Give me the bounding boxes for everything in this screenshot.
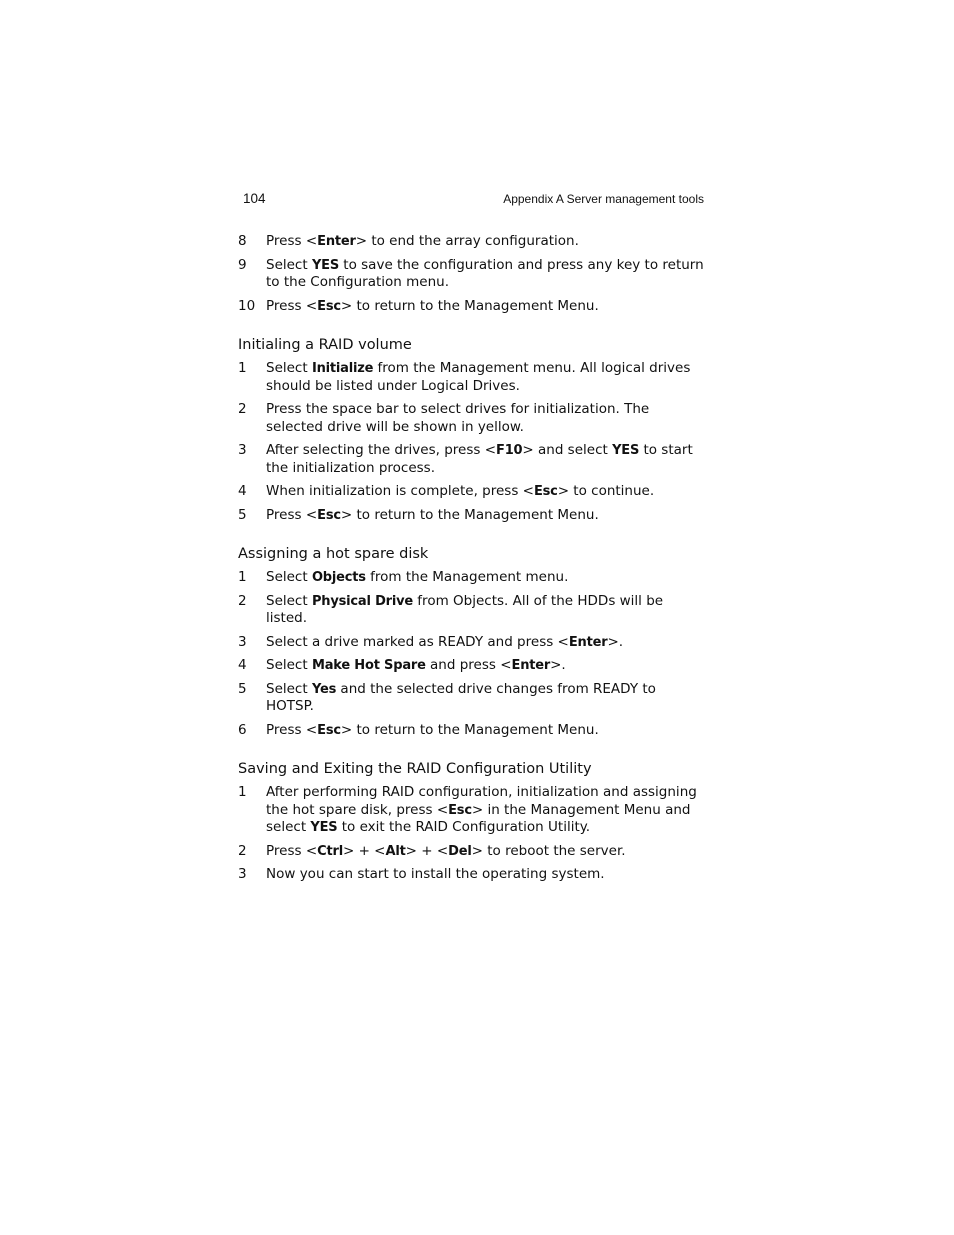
ui-keyword: F10: [496, 443, 523, 458]
step-text-run: > to return to the Management Menu.: [340, 506, 599, 523]
step-text-run: Select: [266, 569, 312, 585]
step-text: [266, 843, 708, 861]
list-item: [238, 722, 708, 740]
step-text-run: > to reboot the server.: [471, 842, 626, 859]
ui-keyword: Ctrl: [317, 843, 343, 859]
ui-keyword: Esc: [317, 507, 341, 523]
ui-keyword: Yes: [311, 681, 337, 697]
step-text-run: from the Management menu. All logical drives should be listed under Logical Drives.: [266, 360, 691, 394]
step-text: [266, 569, 708, 587]
step-text-run: > to return to the Management Menu.: [340, 721, 599, 738]
ui-keyword: YES: [311, 257, 340, 273]
ui-keyword: YES: [310, 820, 338, 835]
ui-keyword: Esc: [317, 298, 341, 314]
step-text-run: > to continue.: [557, 483, 655, 499]
step-text: [266, 442, 708, 477]
step-text-run: Select: [266, 657, 312, 673]
step-text-run: Select: [266, 680, 312, 697]
ui-keyword: Enter: [317, 234, 356, 249]
list-item: [238, 233, 708, 251]
section: [238, 545, 708, 739]
intro-step-list: [238, 233, 708, 315]
step-number: 3: [238, 866, 247, 882]
section-heading: Assigning a hot spare disk: [238, 546, 429, 562]
step-text: [266, 681, 708, 716]
step-number: 10: [238, 297, 256, 314]
step-number: 9: [238, 256, 247, 273]
step-text: [266, 298, 708, 316]
list-item: [238, 483, 708, 501]
list-item: [238, 442, 708, 477]
step-text-run: Press <: [266, 721, 318, 738]
list-item: [238, 784, 708, 837]
ui-keyword: Make Hot Spare: [311, 658, 426, 673]
ui-keyword: YES: [612, 443, 640, 458]
sections: [238, 336, 708, 884]
list-item: [238, 634, 708, 652]
step-text-run: to start the initialization process.: [266, 442, 693, 476]
list-item: [238, 843, 708, 861]
step-text-run: to save the configuration and press any key to return to the Configuration menu.: [266, 256, 704, 290]
list-item: [238, 360, 708, 395]
step-number: 1: [238, 360, 247, 376]
ui-keyword: Del: [448, 843, 472, 859]
page-header: [243, 191, 704, 211]
section-heading: Initialing a RAID volume: [238, 337, 412, 353]
ui-keyword: Physical Drive: [311, 593, 414, 609]
ui-keyword: Enter: [511, 658, 551, 673]
list-item: [238, 593, 708, 628]
step-number: 1: [238, 784, 247, 800]
list-item: [238, 257, 708, 292]
page-number: 104: [243, 191, 266, 206]
step-text-run: > + <: [342, 842, 386, 859]
step-text-run: Press <: [266, 233, 318, 249]
step-text-run: When initialization is complete, press <: [266, 483, 534, 499]
list-item: [238, 401, 708, 436]
step-text-run: Press <: [266, 297, 318, 314]
step-text: [266, 593, 708, 628]
list-item: [238, 569, 708, 587]
step-text-run: and press <: [425, 657, 512, 673]
section: [238, 760, 708, 884]
step-text-run: After selecting the drives, press <: [266, 442, 497, 458]
list-item: [238, 681, 708, 716]
running-title: Appendix A Server management tools: [503, 192, 704, 206]
step-text: [266, 722, 708, 740]
section: [238, 336, 708, 524]
list-item: [238, 507, 708, 525]
list-item: [238, 657, 708, 675]
step-number: 2: [238, 592, 247, 609]
ui-keyword: Esc: [448, 802, 472, 818]
step-number: 8: [238, 233, 247, 249]
step-text: [266, 360, 708, 395]
step-text-run: > to return to the Management Menu.: [340, 297, 599, 314]
step-text: [266, 483, 708, 501]
step-text-run: to exit the RAID Configuration Utility.: [337, 819, 591, 835]
ui-keyword: Esc: [533, 484, 558, 499]
step-text-run: Press the space bar to select drives for initialization. The selected drive will be shown in yellow.: [266, 401, 650, 435]
step-text-run: > in the Management Menu and select: [266, 801, 691, 835]
step-text-run: Select a drive marked as READY and press <: [266, 633, 569, 650]
ui-keyword: Enter: [568, 634, 608, 650]
step-number: 5: [238, 506, 247, 523]
document-body: [238, 233, 708, 890]
step-number: 5: [238, 680, 247, 697]
step-text-run: from Objects. All of the HDDs will be listed.: [266, 592, 664, 626]
step-text: [266, 233, 708, 251]
step-text-run: from the Management menu.: [365, 569, 569, 585]
step-text-run: > and select: [522, 442, 613, 458]
step-text-run: After performing RAID configuration, initialization and assigning the hot spare disk, press <: [266, 784, 697, 818]
step-text: [266, 507, 708, 525]
step-text-run: Now you can start to install the operating system.: [266, 866, 605, 882]
list-item: [238, 298, 708, 316]
step-text-run: Select: [266, 256, 312, 273]
step-text-run: Select: [266, 360, 312, 376]
step-text-run: >.: [550, 657, 566, 673]
ui-keyword: Alt: [385, 843, 406, 859]
step-text-run: Press <: [266, 506, 318, 523]
step-number: 4: [238, 657, 247, 673]
step-text: [266, 257, 708, 292]
list-item: [238, 866, 708, 884]
step-text: [266, 657, 708, 675]
ui-keyword: Objects: [311, 570, 366, 585]
step-text-run: Press <: [266, 842, 318, 859]
step-number: 1: [238, 569, 247, 585]
step-text: [266, 866, 708, 884]
step-number: 2: [238, 401, 247, 417]
section-heading: Saving and Exiting the RAID Configuration Utility: [238, 761, 592, 777]
step-text-run: > to end the array configuration.: [355, 233, 579, 249]
ui-keyword: Initialize: [311, 361, 374, 376]
step-text: [266, 634, 708, 652]
step-number: 3: [238, 633, 247, 650]
step-text: [266, 401, 708, 436]
step-number: 2: [238, 842, 247, 859]
step-text-run: > + <: [405, 842, 449, 859]
ui-keyword: Esc: [317, 722, 341, 738]
step-number: 3: [238, 442, 247, 458]
step-text: [266, 784, 708, 837]
step-number: 4: [238, 483, 247, 499]
step-text-run: >.: [607, 633, 624, 650]
step-text-run: Select: [266, 592, 312, 609]
step-number: 6: [238, 721, 247, 738]
step-text-run: and the selected drive changes from READY to HOTSP.: [266, 680, 656, 714]
